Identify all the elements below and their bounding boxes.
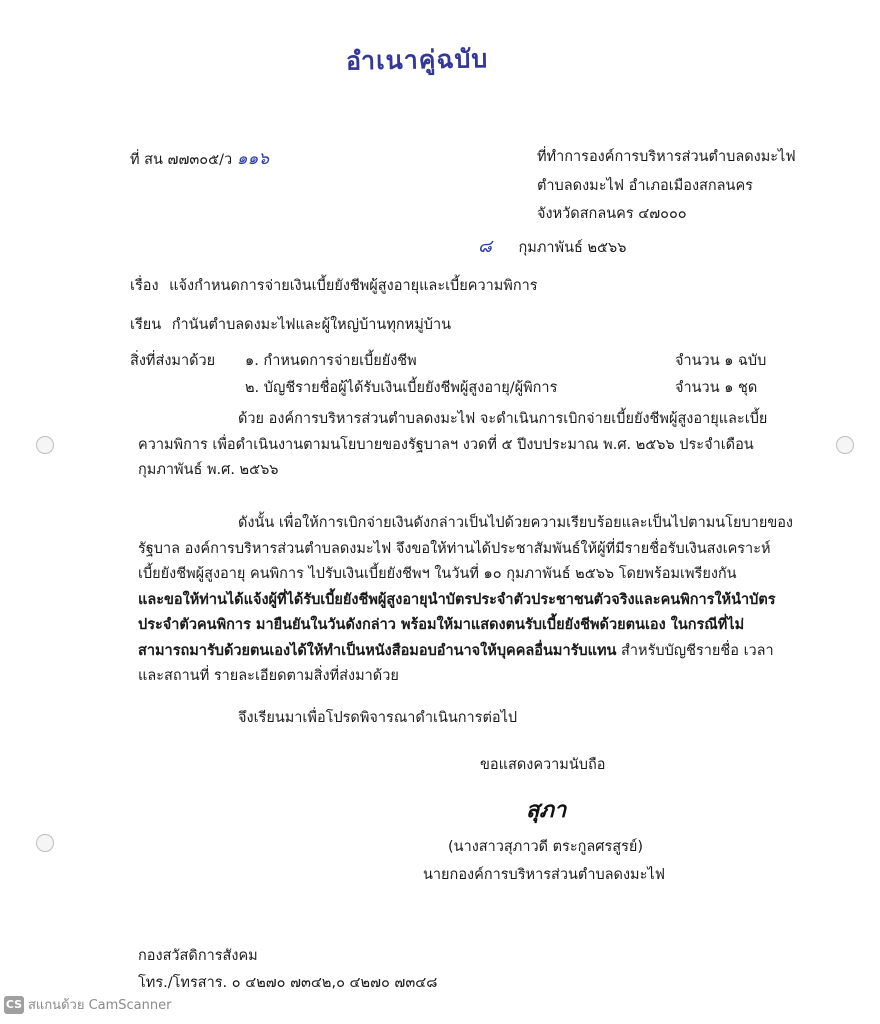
- reference-prefix: ที่ สน ๗๗๓๐๕/ว: [130, 152, 233, 168]
- punch-hole-bottom: [36, 834, 54, 852]
- date-month-year: กุมภาพันธ์ ๒๕๖๖: [518, 240, 627, 256]
- address-line-3: จังหวัดสกลนคร ๔๗๐๐๐: [537, 206, 687, 222]
- closing-request: จึงเรียนมาเพื่อโปรดพิจารณาดำเนินการต่อไป: [238, 710, 518, 726]
- paragraph-2-line-6: [138, 639, 820, 665]
- paragraph-2-line-2: รัฐบาล องค์การบริหารส่วนตำบลดงมะไฟ จึงขอให้ท่านได้ประชาสัมพันธ์ให้ผู้ที่มีรายชื่อรับเงินสงเคราะห์: [138, 540, 771, 557]
- footer-department: กองสวัสดิการสังคม: [138, 948, 258, 964]
- address-line-1: ที่ทำการองค์การบริหารส่วนตำบลดงมะไฟ: [537, 149, 796, 165]
- reference-number: [130, 150, 269, 169]
- attachment-item-2: ๒. บัญชีรายชื่อผู้ได้รับเงินเบี้ยยังชีพผู้สูงอายุ/ผู้พิการ: [245, 380, 558, 396]
- camscanner-watermark: สแกนด้วย CamScanner: [28, 998, 172, 1013]
- attachment-item-1: ๑. กำหนดการจ่ายเบี้ยยังชีพ: [245, 353, 417, 369]
- attachment-qty-2: จำนวน ๑ ชุด: [675, 380, 758, 396]
- attachments-label: สิ่งที่ส่งมาด้วย: [130, 353, 216, 369]
- recipient-line: [130, 316, 451, 334]
- document-date: [478, 238, 626, 257]
- date-day-handwritten: ๘: [478, 236, 492, 257]
- camscanner-logo-icon: CS: [4, 996, 24, 1014]
- handwritten-signature: สุภา: [526, 797, 567, 823]
- paragraph-1: [138, 407, 820, 484]
- punch-hole-right: [836, 436, 854, 454]
- copy-stamp: อำเนาคู่ฉบับ: [345, 44, 489, 76]
- punch-hole-top: [36, 436, 54, 454]
- footer-contact: โทร./โทรสาร. ๐ ๔๒๗๐ ๗๓๔๒,๐ ๔๒๗๐ ๗๓๔๘: [138, 975, 438, 991]
- attachment-qty-1: จำนวน ๑ ฉบับ: [675, 353, 767, 369]
- subject-line: [130, 277, 538, 295]
- paragraph-2-line-5: ประจำตัวคนพิการ มายืนยันในวันดังกล่าว พร้อมให้มาแสดงตนรับเบี้ยยังชีพด้วยตนเอง ในกรณีที่ไม่: [138, 617, 745, 633]
- paragraph-2: [138, 511, 820, 690]
- paragraph-2-line-3: เบี้ยยังชีพผู้สูงอายุ คนพิการ ไปรับเงินเบี้ยยังชีพฯ ในวันที่ ๑๐ กุมภาพันธ์ ๒๕๖๖ โดยพร้อมเพรียงกัน: [138, 566, 737, 582]
- recipient-label: เรียน: [130, 317, 162, 333]
- signatory-position: นายกองค์การบริหารส่วนตำบลดงมะไฟ: [423, 867, 665, 883]
- paragraph-2-line-7: และสถานที่ รายละเอียดตามสิ่งที่ส่งมาด้วย: [138, 668, 399, 684]
- subject-text: แจ้งกำหนดการจ่ายเงินเบี้ยยังชีพผู้สูงอายุและเบี้ยความพิการ: [169, 278, 538, 294]
- paragraph-2-line-1: ดังนั้น เพื่อให้การเบิกจ่ายเงินดังกล่าวเป็นไปด้วยความเรียบร้อยและเป็นไปตามนโยบายของ: [238, 515, 794, 531]
- paragraph-1-line-3: กุมภาพันธ์ พ.ศ. ๒๕๖๖: [138, 462, 279, 478]
- paragraph-1-line-2: ความพิการ เพื่อดำเนินงานตามนโยบายของรัฐบาลฯ งวดที่ ๕ ปีงบประมาณ พ.ศ. ๒๕๖๖ ประจำเดือน: [138, 436, 754, 453]
- reference-handwritten: ๑๑๖: [236, 149, 270, 169]
- subject-label: เรื่อง: [130, 278, 159, 294]
- paragraph-2-line-6-rest: สำหรับบัญชีรายชื่อ เวลา: [616, 642, 774, 659]
- paragraph-2-line-6-bold: สามารถมารับด้วยตนเองได้ให้ทำเป็นหนังสือมอบอำนาจให้บุคคลอื่นมารับแทน: [138, 642, 617, 659]
- recipient-text: กำนันตำบลดงมะไฟและผู้ใหญ่บ้านทุกหมู่บ้าน: [171, 317, 452, 333]
- paragraph-1-line-1: ด้วย องค์การบริหารส่วนตำบลดงมะไฟ จะดำเนินการเบิกจ่ายเบี้ยยังชีพผู้สูงอายุและเบี้ย: [238, 411, 768, 427]
- address-line-2: ตำบลดงมะไฟ อำเภอเมืองสกลนคร: [537, 178, 753, 194]
- regards-text: ขอแสดงความนับถือ: [480, 757, 606, 773]
- paragraph-2-line-4: และขอให้ท่านได้แจ้งผู้ที่ได้รับเบี้ยยังชีพผู้สูงอายุนำบัตรประจำตัวประชาชนตัวจริงและคนพิการให้นำบัตร: [138, 591, 776, 608]
- signatory-name: (นางสาวสุภาวดี ตระกูลศรสูรย์): [448, 839, 644, 855]
